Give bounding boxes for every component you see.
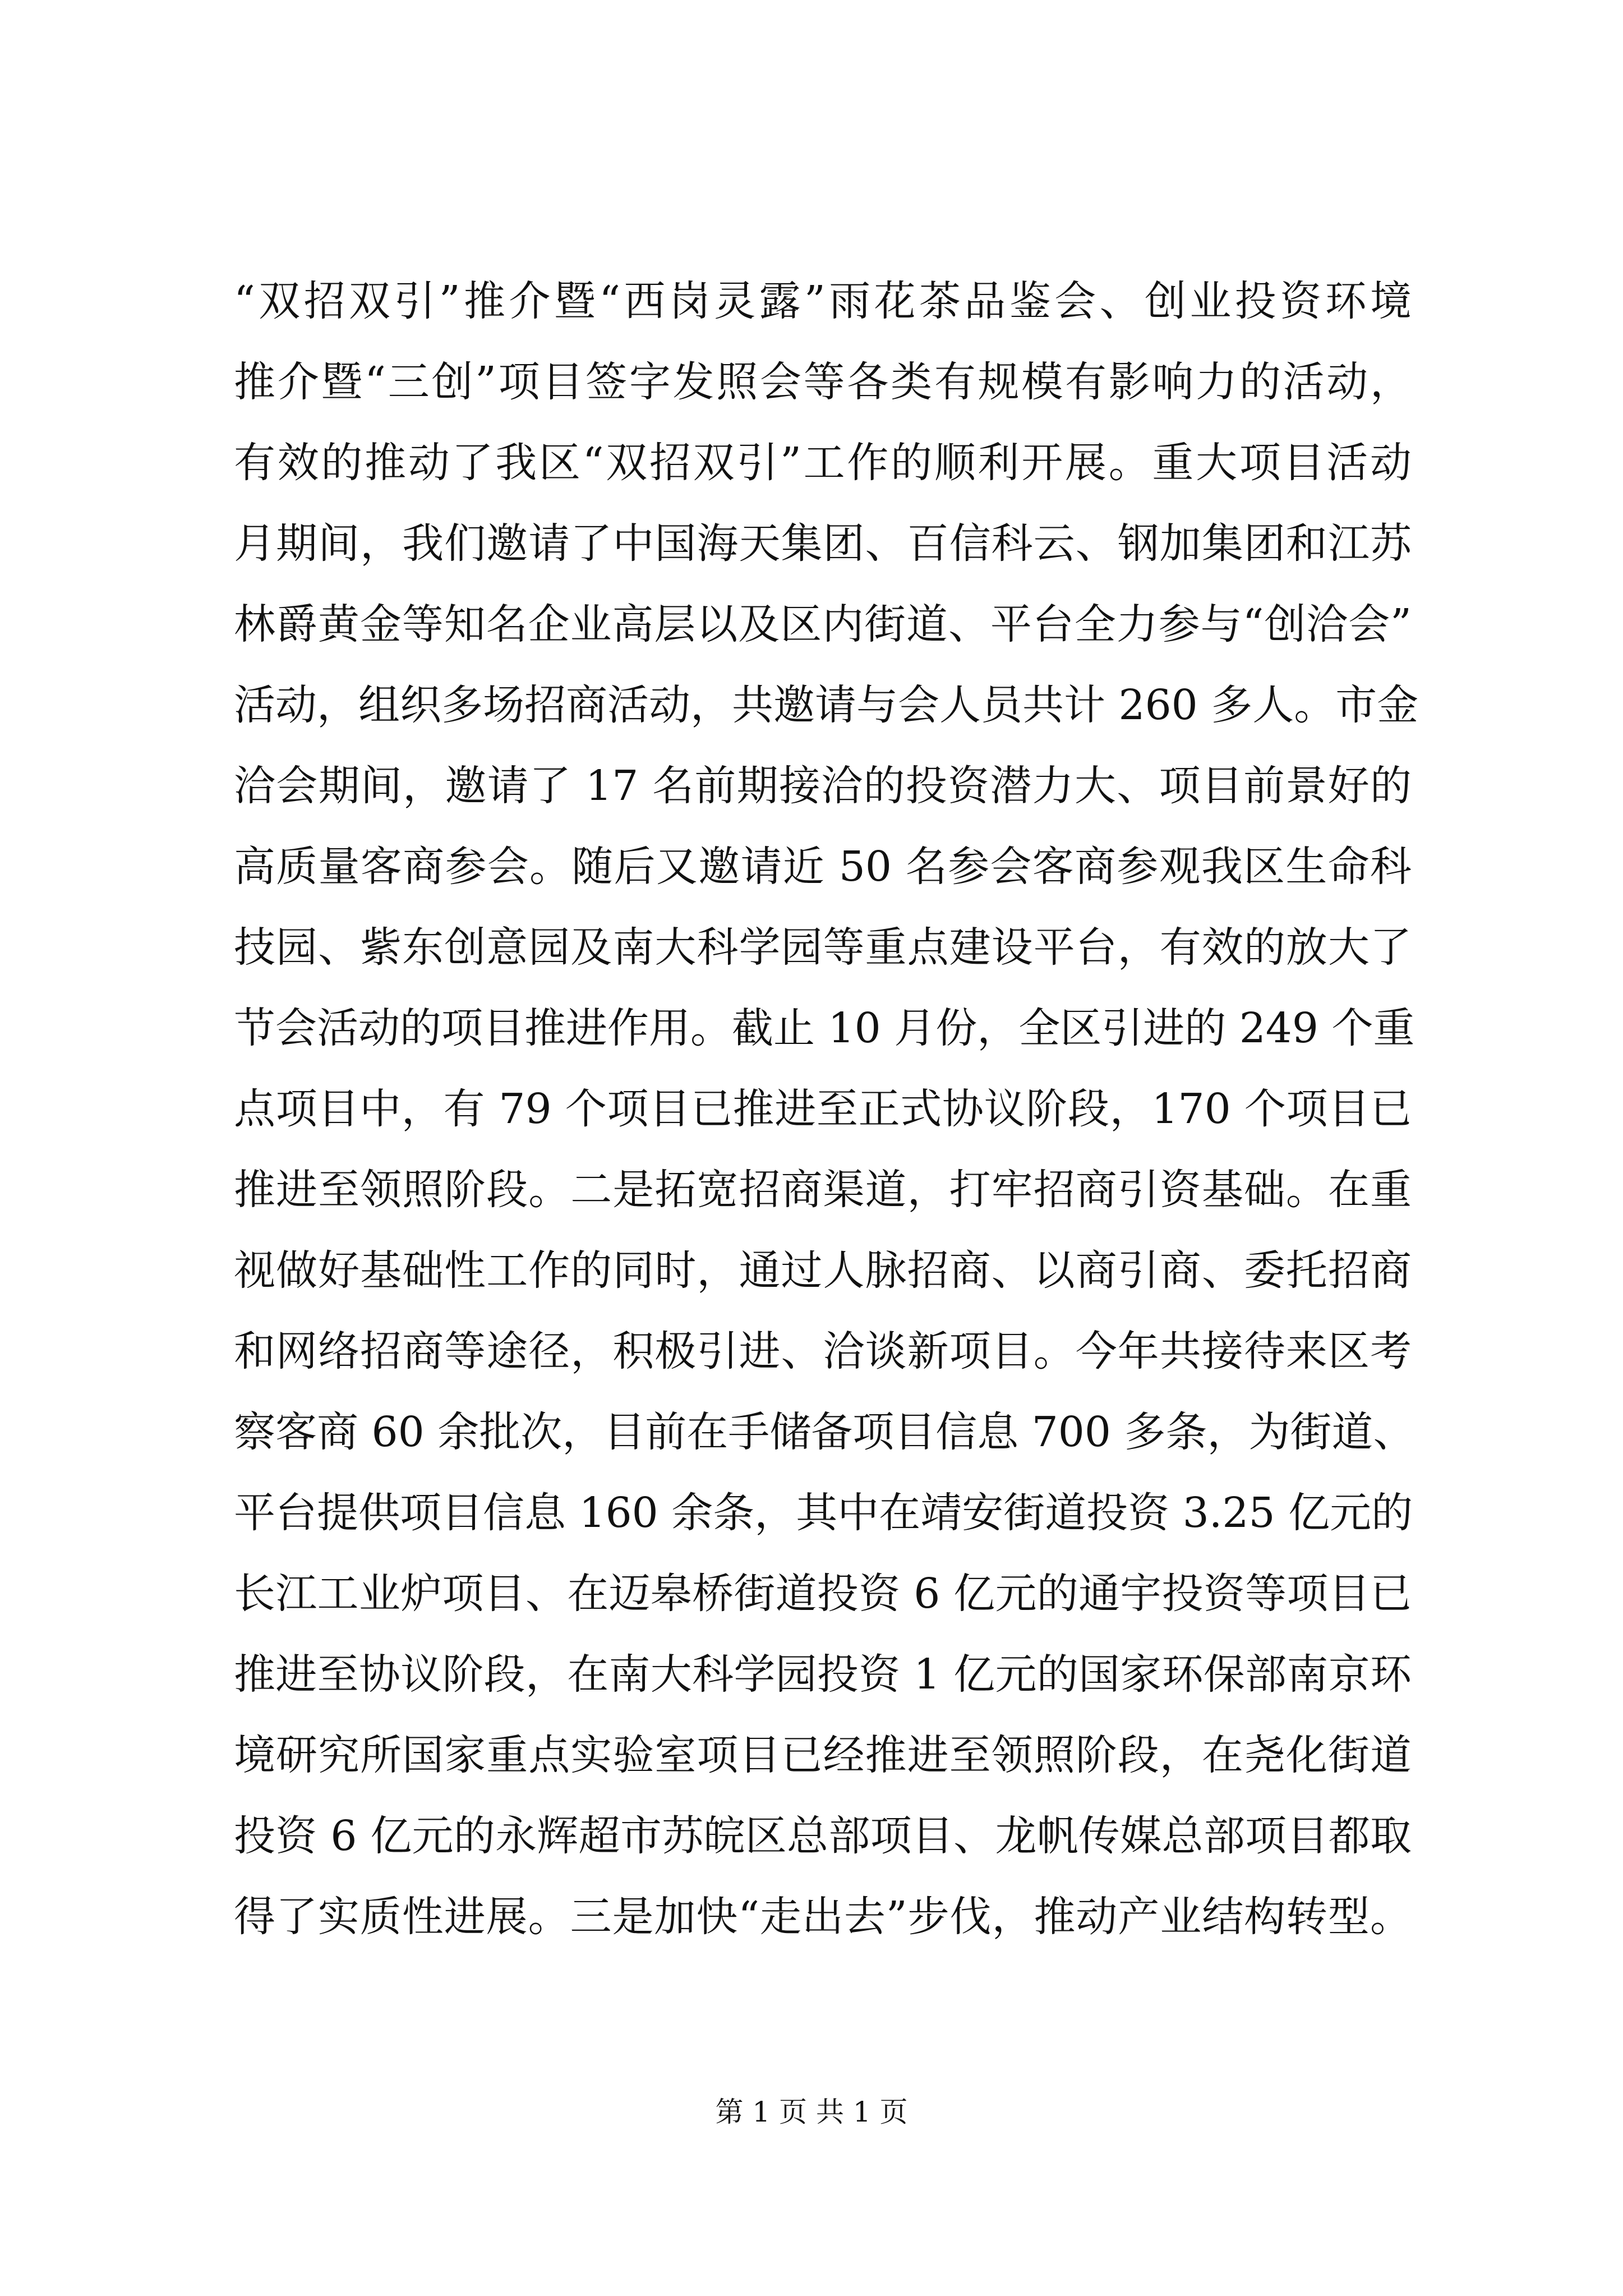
text-line: 推进至协议阶段，在南大科学园投资 1 亿元的国家环保部南京环 xyxy=(234,1650,1412,1699)
text-line: 视做好基础性工作的同时，通过人脉招商、以商引商、委托招商 xyxy=(234,1246,1412,1295)
text-line: 林爵黄金等知名企业高层以及区内街道、平台全力参与“创洽会” xyxy=(234,600,1412,648)
text-line: 月期间，我们邀请了中国海天集团、百信科云、钢加集团和江苏 xyxy=(234,519,1412,568)
text-line: 长江工业炉项目、在迈皋桥街道投资 6 亿元的通宇投资等项目已 xyxy=(234,1570,1412,1618)
text-line: “双招双引”推介暨“西岗灵露”雨花茶品鉴会、创业投资环境 xyxy=(234,277,1412,325)
text-line: 投资 6 亿元的永辉超市苏皖区总部项目、龙帆传媒总部项目都取 xyxy=(234,1812,1412,1860)
body-paragraph xyxy=(234,261,1419,1957)
text-line: 高质量客商参会。随后又邀请近 50 名参会客商参观我区生命科 xyxy=(234,843,1412,891)
text-line: 和网络招商等途径，积极引进、洽谈新项目。今年共接待来区考 xyxy=(234,1327,1412,1375)
text-line: 节会活动的项目推进作用。截止 10 月份，全区引进的 249 个重 xyxy=(234,1004,1415,1052)
text-line: 平台提供项目信息 160 余条，其中在靖安街道投资 3.25 亿元的 xyxy=(234,1489,1413,1537)
text-line: 得了实质性进展。三是加快“走出去”步伐，推动产业结构转型。 xyxy=(234,1893,1412,1941)
text-line: 活动，组织多场招商活动，共邀请与会人员共计 260 多人。市金 xyxy=(234,681,1419,729)
text-line: 推进至领照阶段。二是拓宽招商渠道，打牢招商引资基础。在重 xyxy=(234,1166,1412,1214)
text-line: 有效的推动了我区“双招双引”工作的顺利开展。重大项目活动 xyxy=(234,439,1412,487)
text-line: 洽会期间，邀请了 17 名前期接洽的投资潜力大、项目前景好的 xyxy=(234,762,1412,810)
text-line: 境研究所国家重点实验室项目已经推进至领照阶段，在尧化街道 xyxy=(234,1731,1412,1779)
text-line: 察客商 60 余批次，目前在手储备项目信息 700 多条，为街道、 xyxy=(234,1408,1415,1456)
text-line: 推介暨“三创”项目签字发照会等各类有规模有影响力的活动， xyxy=(234,358,1412,406)
page-number-footer: 第 1 页 共 1 页 xyxy=(715,2096,908,2128)
text-line: 点项目中，有 79 个项目已推进至正式协议阶段，170 个项目已 xyxy=(234,1085,1412,1133)
text-line: 技园、紫东创意园及南大科学园等重点建设平台，有效的放大了 xyxy=(234,923,1412,972)
